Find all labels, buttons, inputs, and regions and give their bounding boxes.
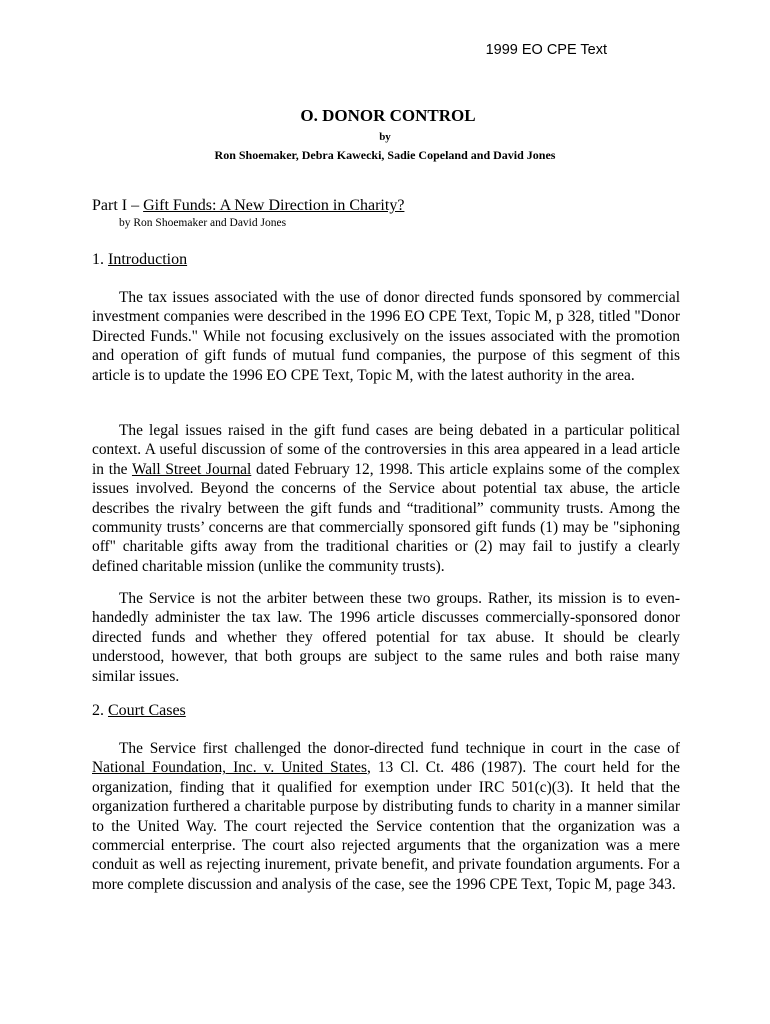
part-heading: [92, 196, 404, 216]
section-heading-introduction: [92, 250, 187, 270]
part-byline: by Ron Shoemaker and David Jones: [119, 217, 287, 229]
journal-title: Wall Street Journal: [131, 460, 252, 478]
paragraph: [92, 739, 680, 894]
paragraph: [92, 421, 680, 576]
paragraph-text: , 13 Cl. Ct. 486 (1987). The court held for the organization, finding that it qualified for exemption under IRC 501(c)(3). It held that the organization furthered a charitable purpose by distributing funds to charity in a manner similar to the United Way. The court rejected the Service contention that the organization was a commercial enterprise. The court also rejected arguments that the organization was a mere conduit as well as rejecting inurement, private benefit, and private foundation arguments. For a more complete discussion and analysis of the case, see the 1996 CPE Text, Topic M, page 343.: [92, 759, 680, 893]
running-header: 1999 EO CPE Text: [485, 42, 607, 58]
section-heading-court-cases: [92, 701, 186, 721]
paragraph-text: The legal issues raised in the gift fund cases are being debated in a particular political context. A useful discussion of some of the controversies in this area appeared in a lead article in the: [92, 422, 680, 478]
section-title: Court Cases: [108, 702, 186, 719]
title-by: by: [379, 131, 391, 143]
title-block: [0, 105, 770, 163]
paragraph-text: The Service first challenged the donor-directed fund technique in court in the case of: [119, 740, 680, 757]
document-title: O. DONOR CONTROL: [300, 106, 476, 125]
paragraph: The Service is not the arbiter between these two groups. Rather, its mission is to even-handedly administer the tax law. The 1996 article discusses commercially-sponsored donor directed funds and whether they offered potential for tax abuse. It should be clearly understood, however, that both groups are subject to the same rules and both raise many similar issues.: [92, 590, 680, 685]
section-title: Introduction: [108, 251, 188, 268]
title-authors: Ron Shoemaker, Debra Kawecki, Sadie Copeland and David Jones: [214, 148, 556, 162]
paragraph: The tax issues associated with the use of donor directed funds sponsored by commercial investment companies were described in the 1996 EO CPE Text, Topic M, p 328, titled "Donor Directed Funds." While not focusing exclusively on the issues associated with the promotion and operation of gift funds of mutual fund companies, the purpose of this segment of this article is to update the 1996 EO CPE Text, Topic M, with the latest authority in the area.: [92, 289, 680, 384]
section-number: 1.: [92, 251, 108, 268]
part-title: Gift Funds: A New Direction in Charity?: [143, 197, 405, 214]
paragraph-text: dated February 12, 1998. This article explains some of the complex issues involved. Beyond the concerns of the Service about potential tax abuse, the article describes the rivalry between the gift funds and “traditional” community trusts. Among the community trusts’ concerns are that commercially sponsored gift funds (1) may be "siphoning off" charitable gifts away from the traditional charities or (2) may fail to justify a clearly defined charitable mission (unlike the community trusts).: [92, 460, 680, 575]
part-prefix: Part I –: [92, 197, 144, 214]
section-number: 2.: [92, 702, 108, 719]
case-citation: National Foundation, Inc. v. United States: [92, 759, 367, 777]
